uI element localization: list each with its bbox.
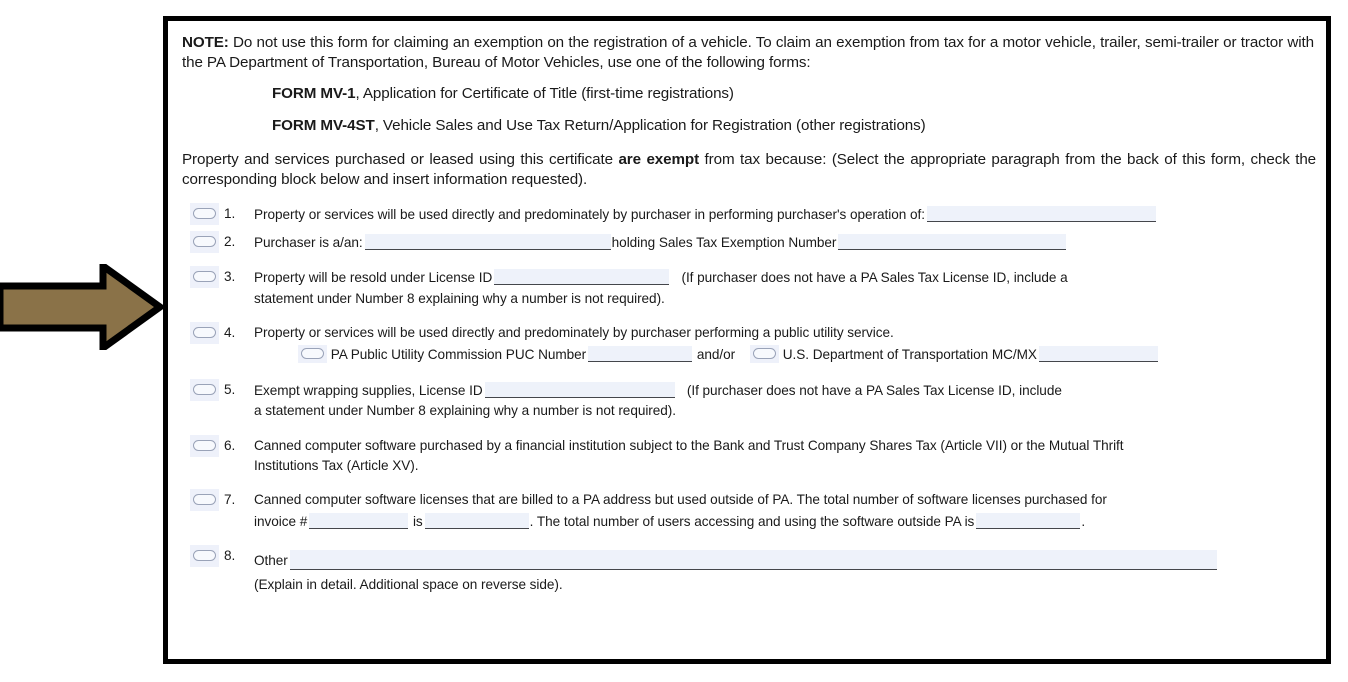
- form-mv4st-name: FORM MV-4ST: [272, 117, 375, 135]
- list-item-1: [182, 204, 1316, 225]
- checkbox-pill-icon: [193, 440, 216, 451]
- item-text-2: Purchaser is a/an:: [254, 234, 363, 250]
- checkbox-pill-icon: [193, 208, 216, 219]
- checkbox-pill-icon: [753, 348, 776, 359]
- item-4-andor: and/or: [696, 347, 736, 363]
- item-number-3: 3.: [224, 269, 236, 285]
- checkbox-pill-icon: [193, 236, 216, 247]
- input-item-4-puc-number[interactable]: [588, 346, 692, 362]
- item-number-2: 2.: [224, 233, 236, 249]
- checkbox-pill-icon: [193, 271, 216, 282]
- item-4-usdot-label: U.S. Department of Transportation MC/MX: [782, 347, 1037, 363]
- list-item-8: [182, 546, 1316, 595]
- exemption-reason-list: [182, 204, 1316, 595]
- list-item-6: [182, 436, 1316, 477]
- checkbox-pill-icon: [193, 384, 216, 395]
- checkbox-item-6[interactable]: [190, 435, 219, 457]
- intro-bold: are exempt: [618, 150, 700, 168]
- checkbox-item-4-puc[interactable]: [298, 345, 327, 363]
- input-item-2-exemption-number[interactable]: [838, 234, 1066, 250]
- item-text-3: Property will be resold under License ID: [254, 270, 493, 286]
- checkbox-item-2[interactable]: [190, 231, 219, 253]
- input-item-3-license-id[interactable]: [494, 269, 669, 285]
- list-item-4: [182, 323, 1316, 366]
- input-item-5-license-id[interactable]: [485, 382, 675, 398]
- item-number-1: 1.: [224, 205, 236, 221]
- input-item-2-purchaser-type[interactable]: [365, 234, 611, 250]
- item-7-invoice-label: invoice #: [254, 513, 308, 529]
- item-text-6-line2: Institutions Tax (Article XV).: [254, 458, 419, 474]
- input-item-7-invoice[interactable]: [309, 513, 408, 529]
- item-4-subline: [254, 344, 1316, 365]
- checkbox-pill-icon: [301, 348, 324, 359]
- note-label: NOTE:: [182, 34, 229, 51]
- form-mv4st-desc: , Vehicle Sales and Use Tax Return/Application for Registration (other registrations): [374, 117, 926, 135]
- input-item-4-mcmx[interactable]: [1039, 346, 1158, 362]
- form-mv1-desc: , Application for Certificate of Title (first-time registrations): [355, 85, 734, 103]
- checkbox-pill-icon: [193, 494, 216, 505]
- checkbox-item-5[interactable]: [190, 379, 219, 401]
- checkbox-pill-icon: [193, 550, 216, 561]
- intro-part1: Property and services purchased or leased using this certificate: [182, 150, 619, 168]
- item-number-7: 7.: [224, 492, 236, 508]
- checkbox-pill-icon: [193, 327, 216, 338]
- item-number-8: 8.: [224, 548, 236, 564]
- item-number-4: 4.: [224, 325, 236, 341]
- checkbox-item-4-usdot[interactable]: [750, 345, 779, 363]
- item-text-4: Property or services will be used directly and predominately by purchaser performing a public utility service.: [254, 325, 894, 341]
- input-item-7-license-count[interactable]: [425, 513, 529, 529]
- checkbox-item-7[interactable]: [190, 489, 219, 511]
- form-mv4st-line: [182, 116, 1316, 137]
- list-item-5: [182, 380, 1316, 422]
- checkbox-item-3[interactable]: [190, 266, 219, 288]
- item-text-2-mid: holding Sales Tax Exemption Number: [611, 234, 837, 250]
- item-number-6: 6.: [224, 437, 236, 453]
- form-mv1-name: FORM MV-1: [272, 85, 356, 103]
- item-text-5-after: (If purchaser does not have a PA Sales Tax License ID, include: [686, 382, 1062, 398]
- checkbox-item-1[interactable]: [190, 203, 219, 225]
- item-text-5: Exempt wrapping supplies, License ID: [254, 382, 483, 398]
- list-item-3: [182, 267, 1316, 309]
- form-mv1-line: [182, 84, 1316, 105]
- list-item-7: [182, 490, 1316, 532]
- item-text-1: Property or services will be used directly and predominately by purchaser in performing purchaser's operation of:: [254, 206, 925, 222]
- arrow-shape: [0, 266, 160, 348]
- note-paragraph: [182, 33, 1316, 73]
- pointer-arrow: [0, 264, 163, 350]
- item-text-8: Other: [254, 553, 288, 569]
- input-item-7-user-count[interactable]: [976, 513, 1080, 529]
- item-7-line2: [254, 511, 1316, 532]
- intro-part2: from tax because: (Select the appropriate paragraph from the back of this form, check the corresponding block below and insert information requested).: [182, 150, 1317, 189]
- item-4-puc-label: PA Public Utility Commission PUC Number: [330, 347, 587, 363]
- item-7-period: .: [1081, 513, 1086, 529]
- checkbox-item-4[interactable]: [190, 322, 219, 344]
- item-text-3-after: (If purchaser does not have a PA Sales Tax License ID, include a: [681, 270, 1068, 286]
- item-text-3-line2: statement under Number 8 explaining why a number is not required).: [254, 290, 665, 306]
- intro-paragraph: [182, 150, 1316, 191]
- checkbox-item-8[interactable]: [190, 545, 219, 567]
- exemption-form-box: [163, 16, 1331, 664]
- input-item-8-other[interactable]: [290, 550, 1217, 570]
- item-text-5-line2: a statement under Number 8 explaining why a number is not required).: [254, 403, 677, 419]
- item-text-7: Canned computer software licenses that are billed to a PA address but used outside of PA. The total number of software licenses purchased for: [254, 492, 1107, 508]
- item-7-is-label: is: [412, 513, 423, 529]
- note-body: Do not use this form for claiming an exemption on the registration of a vehicle. To claim an exemption from tax for a motor vehicle, trailer, semi-trailer or tractor with the PA Department of Transportation, Bureau of Motor Vehicles, use one of the following forms:: [182, 34, 1314, 72]
- item-7-users-label: . The total number of users accessing and using the software outside PA is: [529, 513, 975, 529]
- list-item-2: [182, 232, 1316, 253]
- item-text-6: Canned computer software purchased by a financial institution subject to the Bank and Trust Company Shares Tax (Article VII) or the Mutual Thrift: [254, 437, 1124, 453]
- input-item-1-operation[interactable]: [927, 206, 1156, 222]
- item-number-5: 5.: [224, 381, 236, 397]
- item-text-8-line2: (Explain in detail. Additional space on reverse side).: [254, 576, 563, 592]
